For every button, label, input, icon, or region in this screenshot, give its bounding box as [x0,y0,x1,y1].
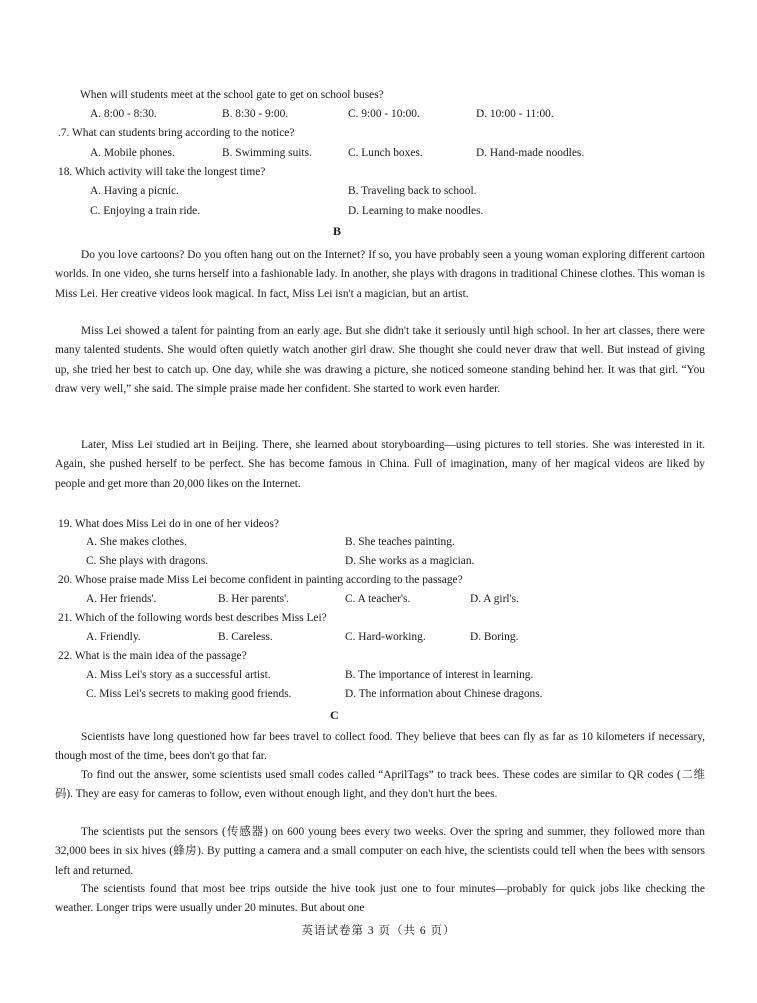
q17b-option-b: B. Swimming suits. [222,147,312,159]
q22-option-a: A. Miss Lei's story as a successful artist. [86,669,271,681]
q19-option-c: C. She plays with dragons. [86,555,209,567]
q21-option-d: D. Boring. [470,631,519,643]
q17b-option-a: A. Mobile phones. [90,147,175,159]
q17b-option-d: D. Hand-made noodles. [476,147,585,159]
question-21-stem: 21. Which of the following words best describes Miss Lei? [58,612,327,624]
q18-option-c: C. Enjoying a train ride. [90,205,201,217]
section-b-paragraph-1: Do you love cartoons? Do you often hang out on the Internet? If so, you have probably seen a young woman exploring different cartoon worlds. In one video, she turns herself into a fashionable lady. In another, she plays with dragons in traditional Chinese clothes. This woman is Miss Lei. Her creative videos look magical. In fact, Miss Lei isn't a magician, but an artist. [55,249,705,300]
q22-option-c: C. Miss Lei's secrets to making good friends. [86,688,292,700]
q20-option-d: D. A girl's. [470,593,519,605]
section-b-paragraph-2: Miss Lei showed a talent for painting from an early age. But she didn't take it seriously until high school. In her art classes, there were many talented students. She would often quietly watch another girl draw. She thought she could never draw that well. But instead of giving up, she tried her best to catch up. One day, while she was drawing a picture, she noticed someone standing behind her. It was that girl. “You draw very well,” she said. The simple praise made her confident. She started to work even harder. [55,325,705,395]
section-c-paragraph-4: The scientists found that most bee trips outside the hive took just one to four minutes—probably for quick jobs like checking the weather. Longer trips were usually under 20 minutes. But about one [55,883,705,915]
q17b-option-c: C. Lunch boxes. [348,147,423,159]
q21-option-b: B. Careless. [218,631,273,643]
q17-option-c: C. 9:00 - 10:00. [348,108,420,120]
q17-option-a: A. 8:00 - 8:30. [90,108,157,120]
q20-option-c: C. A teacher's. [345,593,411,605]
question-17b-stem: .7. What can students bring according to the notice? [58,127,295,139]
section-b-paragraph-3: Later, Miss Lei studied art in Beijing. There, she learned about storyboarding—using pictures to tell stories. She was interested in it. Again, she pushed herself to be perfect. She has become famous in China. Full of imagination, many of her magical videos are liked by people and get more than 20,000 likes on the Internet. [55,439,705,490]
q21-option-c: C. Hard-working. [345,631,426,643]
q21-option-a: A. Friendly. [86,631,141,643]
section-c-paragraph-3: The scientists put the sensors (传感器) on 600 young bees every two weeks. Over the spring and summer, they followed more than 32,000 bees in six hives (蜂房). By putting a camera and a small computer on each hive, the scientists could tell when the bees with sensors left and returned. [55,826,705,877]
section-c-heading: C [330,708,339,722]
q17-option-b: B. 8:30 - 9:00. [222,108,289,120]
q19-option-b: B. She teaches painting. [345,536,455,548]
question-19-stem: 19. What does Miss Lei do in one of her videos? [58,518,279,530]
q18-option-b: B. Traveling back to school. [348,185,477,197]
question-17-stem: When will students meet at the school gate to get on school buses? [80,89,384,101]
q20-option-b: B. Her parents'. [218,593,290,605]
q19-option-a: A. She makes clothes. [86,536,187,548]
section-c-paragraph-2: To find out the answer, some scientists used small codes called “AprilTags” to track bees. These codes are similar to QR codes (二维码). They are easy for cameras to follow, even without enough light, and they don't hurt the bees. [55,769,705,801]
question-20-stem: 20. Whose praise made Miss Lei become confident in painting according to the passage? [58,574,463,586]
q19-option-d: D. She works as a magician. [345,555,475,567]
question-22-stem: 22. What is the main idea of the passage? [58,650,247,662]
q22-option-b: B. The importance of interest in learning. [345,669,534,681]
section-c-paragraph-1: Scientists have long questioned how far bees travel to collect food. They believe that bees can fly as far as 10 kilometers if necessary, though most of the time, bees don't go that far. [55,731,705,763]
q18-option-d: D. Learning to make noodles. [348,205,484,217]
section-b-heading: B [333,224,342,238]
q22-option-d: D. The information about Chinese dragons. [345,688,543,700]
question-18-stem: 18. Which activity will take the longest time? [58,166,266,178]
q20-option-a: A. Her friends'. [86,593,157,605]
page-footer: 英语试卷第 3 页（共 6 页） [301,925,456,937]
q17-option-d: D. 10:00 - 11:00. [476,108,554,120]
q18-option-a: A. Having a picnic. [90,185,179,197]
